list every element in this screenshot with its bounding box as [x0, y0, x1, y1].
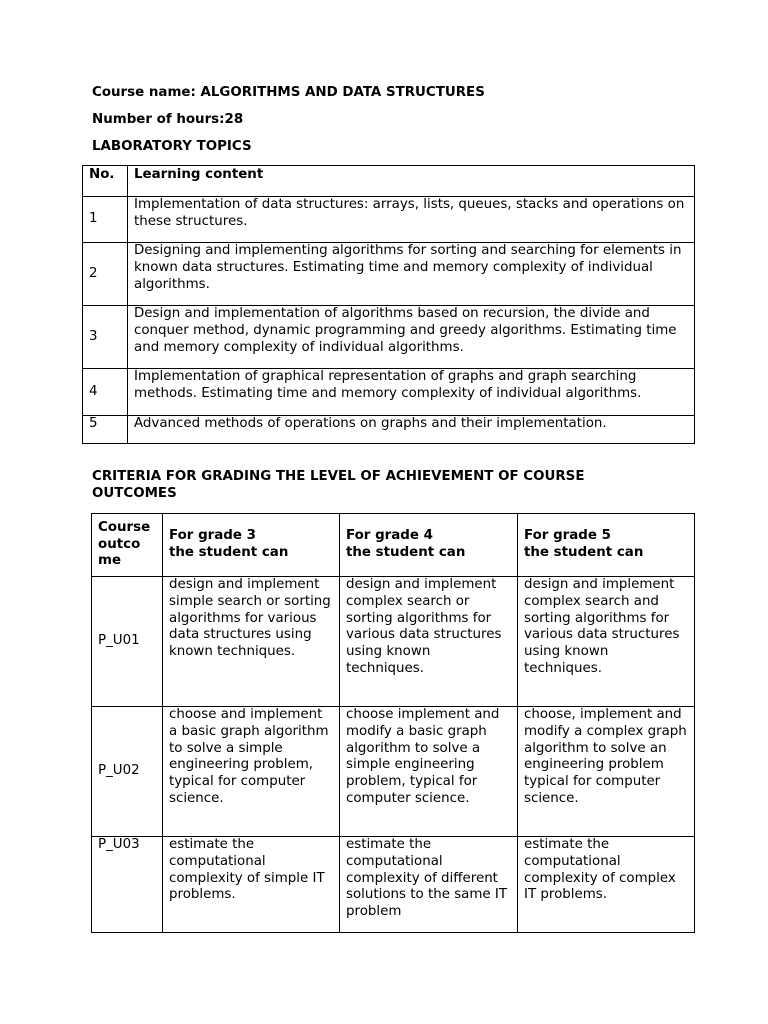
grade5-cell: choose, implement and modify a complex graph algorithm to solve an engineering problem typical for computer science. — [518, 707, 695, 837]
grade5-header-line2: the student can — [524, 545, 644, 560]
grade3-header-line2: the student can — [169, 545, 289, 560]
topic-text: Implementation of data structures: arrays, lists, queues, stacks and operations on these structures. — [128, 197, 695, 243]
grade4-cell: choose implement and modify a basic graph algorithm to solve a simple engineering problem, typical for computer science. — [340, 707, 518, 837]
topic-number: 3 — [83, 306, 128, 369]
course-name-value: ALGORITHMS AND DATA STRUCTURES — [200, 85, 485, 100]
topic-text: Designing and implementing algorithms for sorting and searching for elements in known data structures. Estimating time and memory complexity of individual algorithms. — [128, 243, 695, 306]
topic-number: 5 — [83, 416, 128, 444]
criteria-row — [92, 707, 695, 837]
topics-table — [82, 165, 695, 444]
topic-number: 2 — [83, 243, 128, 306]
criteria-row — [92, 577, 695, 707]
criteria-row — [92, 837, 695, 933]
grade3-cell: choose and implement a basic graph algorithm to solve a simple engineering problem, typical for computer science. — [163, 707, 340, 837]
hours-value: 28 — [224, 112, 244, 127]
course-name-line — [92, 85, 485, 102]
topic-row — [83, 197, 695, 243]
grade3-cell: estimate the computational complexity of simple IT problems. — [163, 837, 340, 933]
col-content-header: Learning content — [128, 166, 695, 197]
course-name-label: Course name: — [92, 85, 201, 100]
outcome-header: Course outco me — [92, 514, 163, 577]
grade5-header — [518, 514, 695, 577]
topics-header-row — [83, 166, 695, 197]
grade4-cell: design and implement complex search or sorting algorithms for various data structures using known techniques. — [340, 577, 518, 707]
outcome-code: P_U02 — [92, 707, 163, 837]
grade3-cell: design and implement simple search or sorting algorithms for various data structures using known techniques. — [163, 577, 340, 707]
topic-text: Design and implementation of algorithms based on recursion, the divide and conquer method, dynamic programming and greedy algorithms. Estimating time and memory complexity of individual algorithms. — [128, 306, 695, 369]
topic-row — [83, 243, 695, 306]
topic-number: 1 — [83, 197, 128, 243]
lab-topics-title: LABORATORY TOPICS — [92, 139, 252, 154]
criteria-header-row — [92, 514, 695, 577]
grade4-header — [340, 514, 518, 577]
topic-row — [83, 306, 695, 369]
grade3-header-line1: For grade 3 — [169, 528, 256, 544]
criteria-title: CRITERIA FOR GRADING THE LEVEL OF ACHIEVEMENT OF COURSE OUTCOMES — [92, 469, 585, 501]
topic-text: Implementation of graphical representation of graphs and graph searching methods. Estimating time and memory complexity of individual algorithms. — [128, 369, 695, 416]
outcome-code: P_U03 — [92, 837, 163, 933]
grade4-header-line1: For grade 4 — [346, 528, 433, 544]
grade3-header — [163, 514, 340, 577]
topic-row — [83, 369, 695, 416]
hours-label: Number of hours: — [92, 112, 225, 127]
col-no-header: No. — [83, 166, 128, 197]
grade5-cell: estimate the computational complexity of complex IT problems. — [518, 837, 695, 933]
outcome-code: P_U01 — [92, 577, 163, 707]
topic-text: Advanced methods of operations on graphs and their implementation. — [128, 416, 695, 444]
topic-number: 4 — [83, 369, 128, 416]
grade4-header-line2: the student can — [346, 545, 466, 560]
grade4-cell: estimate the computational complexity of different solutions to the same IT problem — [340, 837, 518, 933]
topic-row — [83, 416, 695, 444]
hours-line — [92, 112, 243, 129]
grade5-cell: design and implement complex search and sorting algorithms for various data structures using known techniques. — [518, 577, 695, 707]
criteria-table — [91, 513, 695, 933]
grade5-header-line1: For grade 5 — [524, 528, 611, 544]
